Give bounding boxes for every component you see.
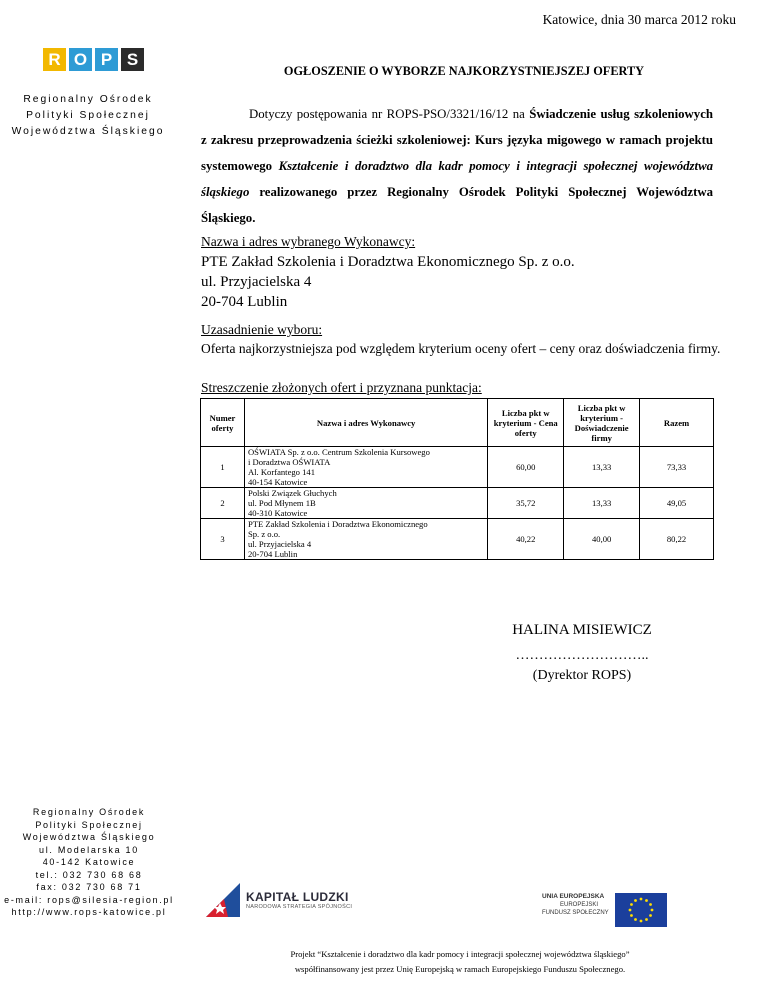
offer-line: 20-704 Lublin bbox=[247, 549, 298, 559]
contractor-street: ul. Przyjacielska 4 bbox=[201, 274, 312, 290]
logo-letter-r: R bbox=[43, 48, 66, 71]
kapital-ludzki-title: KAPITAŁ LUDZKI bbox=[246, 890, 349, 904]
offer-contractor bbox=[244, 519, 487, 560]
table-row bbox=[201, 447, 714, 488]
offer-price-points: 35,72 bbox=[488, 488, 564, 519]
contact-website: http://www.rops-katowice.pl bbox=[11, 907, 167, 917]
reason-text: Oferta najkorzystniejsza pod względem kryterium oceny ofert – ceny oraz doświadczenia firmy. bbox=[201, 341, 721, 356]
signature-block bbox=[470, 620, 694, 686]
org-contact-block bbox=[0, 806, 178, 919]
org-line: Województwa Śląskiego bbox=[11, 126, 165, 137]
reason-label: Uzasadnienie wyboru: bbox=[201, 322, 323, 337]
eu-line-2: EUROPEJSKI bbox=[560, 902, 599, 908]
signatory-role: (Dyrektor ROPS) bbox=[532, 668, 632, 683]
offer-line: 40-154 Katowice bbox=[247, 477, 308, 487]
contact-email: e-mail: rops@silesia-region.pl bbox=[4, 894, 174, 905]
offer-contractor bbox=[244, 447, 487, 488]
footer-line-2: współfinansowany jest przez Unię Europejską w ramach Europejskiego Funduszu Społecznego. bbox=[294, 964, 626, 974]
offer-total-points: 80,22 bbox=[640, 519, 714, 560]
contractor-name: PTE Zakład Szkolenia i Doradztwa Ekonomicznego Sp. z o.o. bbox=[201, 254, 575, 270]
eu-logo bbox=[542, 893, 667, 927]
kapital-ludzki-subtitle: NARODOWA STRATEGIA SPÓJNOŚCI bbox=[246, 904, 353, 910]
offer-line: 40-310 Katowice bbox=[247, 508, 308, 518]
contact-line: Polityki Społecznej bbox=[35, 819, 143, 830]
intro-service: Świadczenie usług szkoleniowych z zakresu przeprowadzenia ścieżki szkoleniowej: Kurs języka migowego w ramach projektu systemowego bbox=[201, 107, 713, 173]
eu-star-icon bbox=[649, 914, 652, 917]
offer-price-points: 60,00 bbox=[488, 447, 564, 488]
eu-star-icon bbox=[645, 918, 648, 921]
eu-star-icon bbox=[628, 909, 631, 912]
eu-star-icon bbox=[630, 914, 633, 917]
header-total: Razem bbox=[640, 399, 714, 447]
offer-number: 1 bbox=[201, 447, 245, 488]
eu-line-1: UNIA EUROPEJSKA bbox=[542, 893, 605, 900]
contact-line: Regionalny Ośrodek bbox=[32, 807, 146, 817]
contractor-city: 20-704 Lublin bbox=[201, 294, 288, 310]
footer-line-1: Projekt “Kształcenie i doradztwo dla kadr pomocy i integracji społecznej województwa śląskiego” bbox=[290, 949, 630, 959]
kapital-ludzki-logo bbox=[206, 883, 352, 917]
intro-paragraph bbox=[201, 101, 713, 231]
signatory-name: HALINA MISIEWICZ bbox=[512, 622, 652, 638]
offer-line: ul. Pod Młynem 1B bbox=[247, 498, 316, 508]
eu-star-icon bbox=[639, 898, 642, 901]
header-name: Nazwa i adres Wykonawcy bbox=[244, 399, 487, 447]
offer-line: Sp. z o.o. bbox=[247, 529, 281, 539]
offer-experience-points: 40,00 bbox=[564, 519, 640, 560]
selection-reason bbox=[201, 320, 721, 358]
header-price: Liczba pkt w kryterium - Cena oferty bbox=[488, 399, 564, 447]
org-name-block bbox=[4, 92, 172, 140]
offer-price-points: 40,22 bbox=[488, 519, 564, 560]
rops-logo bbox=[43, 48, 144, 71]
offer-experience-points: 13,33 bbox=[564, 488, 640, 519]
intro-text-1: Dotyczy postępowania nr ROPS-PSO/3321/16/12 na bbox=[249, 107, 530, 121]
document-date: Katowice, dnia 30 marca 2012 roku bbox=[542, 12, 736, 27]
eu-star-icon bbox=[649, 903, 652, 906]
header-number: Numer oferty bbox=[201, 399, 245, 447]
signature-dots: ……………………….. bbox=[515, 648, 649, 663]
offer-total-points: 73,33 bbox=[640, 447, 714, 488]
logo-letter-o: O bbox=[69, 48, 92, 71]
document-title: OGŁOSZENIE O WYBORZE NAJKORZYSTNIEJSZEJ OFERTY bbox=[283, 64, 645, 78]
kapital-ludzki-emblem-icon bbox=[206, 883, 240, 917]
eu-line-3: FUNDUSZ SPOŁECZNY bbox=[542, 910, 609, 916]
selected-contractor bbox=[201, 232, 721, 312]
offer-line: PTE Zakład Szkolenia i Doradztwa Ekonomicznego bbox=[247, 519, 428, 529]
offer-number: 2 bbox=[201, 488, 245, 519]
table-row bbox=[201, 488, 714, 519]
org-line: Regionalny Ośrodek bbox=[23, 94, 153, 105]
offer-line: Polski Związek Głuchych bbox=[247, 488, 337, 498]
eu-star-icon bbox=[634, 918, 637, 921]
intro-realizer: realizowanego przez Regionalny Ośrodek Polityki Społecznej Województwa Śląskiego. bbox=[201, 185, 713, 225]
logo-letter-p: P bbox=[95, 48, 118, 71]
header-experience: Liczba pkt w kryterium - Doświadczenie firmy bbox=[564, 399, 640, 447]
offer-experience-points: 13,33 bbox=[564, 447, 640, 488]
offer-line: ul. Przyjacielska 4 bbox=[247, 539, 312, 549]
offers-table bbox=[200, 398, 714, 560]
org-line: Polityki Społecznej bbox=[26, 110, 150, 121]
offer-line: OŚWIATA Sp. z o.o. Centrum Szkolenia Kursowego bbox=[247, 447, 430, 457]
contact-line: ul. Modelarska 10 bbox=[39, 844, 139, 855]
eu-star-icon bbox=[650, 909, 653, 912]
table-row bbox=[201, 519, 714, 560]
contact-line: Województwa Śląskiego bbox=[22, 832, 156, 842]
table-header-row bbox=[201, 399, 714, 447]
offer-contractor bbox=[244, 488, 487, 519]
summary-label: Streszczenie złożonych ofert i przyznana punktacja: bbox=[201, 380, 482, 395]
project-footer-note bbox=[200, 947, 720, 977]
contact-line: fax: 032 730 68 71 bbox=[36, 882, 142, 892]
contact-line: 40-142 Katowice bbox=[42, 857, 136, 867]
offer-number: 3 bbox=[201, 519, 245, 560]
logo-letter-s: S bbox=[121, 48, 144, 71]
contact-line: tel.: 032 730 68 68 bbox=[35, 869, 143, 880]
offer-line: Al. Korfantego 141 bbox=[247, 467, 316, 477]
eu-star-icon bbox=[639, 920, 642, 923]
eu-star-icon bbox=[630, 903, 633, 906]
offer-total-points: 49,05 bbox=[640, 488, 714, 519]
intro-project: Kształcenie i doradztwo dla kadr pomocy i integracji społecznej województwa śląskiego bbox=[201, 159, 714, 199]
eu-flag-icon bbox=[615, 893, 667, 927]
eu-star-icon bbox=[634, 899, 637, 902]
eu-star-icon bbox=[645, 899, 648, 902]
contractor-label: Nazwa i adres wybranego Wykonawcy: bbox=[201, 234, 416, 249]
offer-line: i Doradztwa OŚWIATA bbox=[247, 457, 331, 467]
